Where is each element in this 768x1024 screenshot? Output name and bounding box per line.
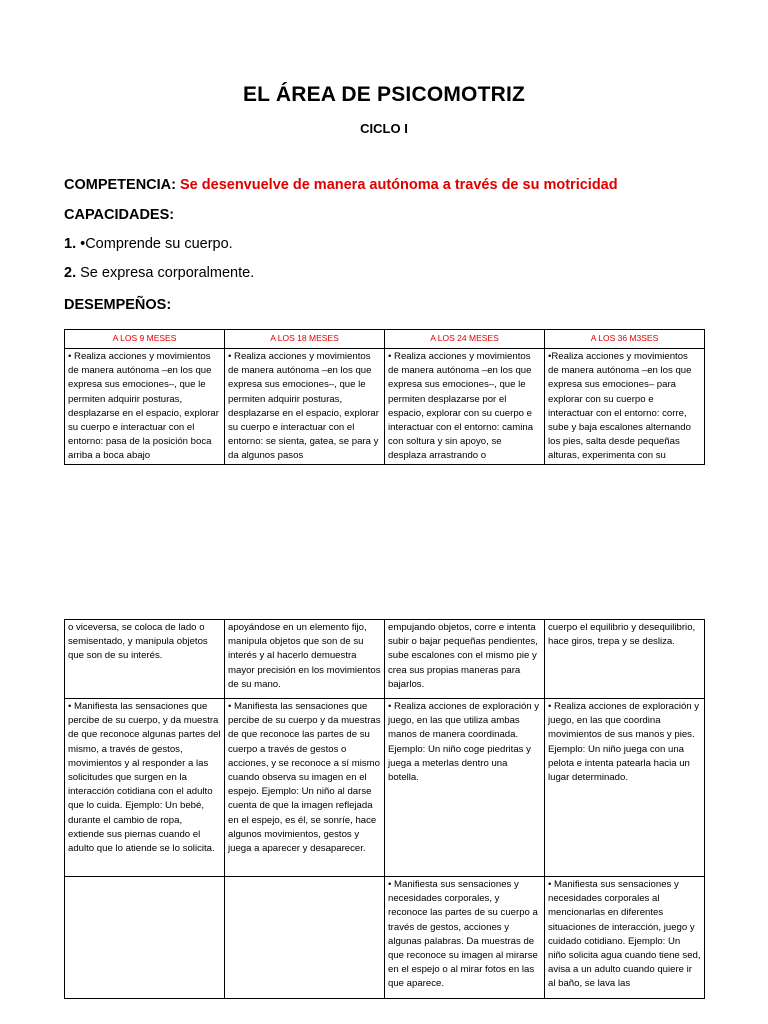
table-cell: • Realiza acciones y movimientos de manera autónoma –en los que expresa sus emociones–, que le permiten adquirir posturas, desplazarse en el espacio, explorar su cuerpo e interactuar con el entorno: pasa de la posición boca arriba a boca abajo — [65, 349, 225, 465]
table-cell: •Realiza acciones y movimientos de manera autónoma –en los que expresa sus emociones– para explorar con su cuerpo e interactuar con el entorno: corre, sube y baja escalones alternando los pies, salta desde pequeñas alturas, experimenta con su — [545, 349, 705, 465]
capacidad-item-1 — [64, 236, 233, 252]
competencia-label: COMPETENCIA: — [64, 177, 176, 193]
table-cell: • Realiza acciones de exploración y juego, en las que coordina movimientos de sus manos y pies. Ejemplo: Un niño juega con una pelota e intenta patearla hacia un lugar determinado. — [545, 699, 705, 877]
table-cell: • Realiza acciones y movimientos de manera autónoma –en los que expresa sus emociones–, que le permiten desplazarse por el espacio, explorar con su cuerpo e interactuar con el entorno: camina con soltura y sin apoyo, se desplaza arrastrando o — [385, 349, 545, 465]
competencia-line — [64, 177, 618, 193]
capacidad-number: 1. — [64, 236, 77, 252]
table-row — [65, 877, 705, 999]
table-header-cell: A LOS 24 MESES — [385, 330, 545, 349]
table-header-cell: A LOS 18 MESES — [225, 330, 385, 349]
table-cell: o viceversa, se coloca de lado o semisentado, y manipula objetos que son de su interés. — [65, 620, 225, 699]
table-cell: • Realiza acciones y movimientos de manera autónoma –en los que expresa sus emociones–, que le permiten adquirir posturas, desplazarse en el espacio, explorar su cuerpo e interactuar con el entorno: se sienta, gatea, se para y da algunos pasos — [225, 349, 385, 465]
table-cell: • Realiza acciones de exploración y juego, en las que utiliza ambas manos de manera coordinada. Ejemplo: Un niño coge piedritas y juega a meterlas dentro una botella. — [385, 699, 545, 877]
table-cell: empujando objetos, corre e intenta subir o bajar pequeñas pendientes, sube escalones con el mismo pie y crea sus propias maneras para bajarlos. — [385, 620, 545, 699]
desempenos-table-part2 — [64, 619, 705, 999]
table-cell: • Manifiesta sus sensaciones y necesidades corporales al mencionarlas en diferentes situaciones de interacción, juego y cuidado cotidiano. Ejemplo: Un niño solicita agua cuando tiene sed, avisa a un adulto cuando quiere ir al baño, se lava las — [545, 877, 705, 999]
table-row — [65, 349, 705, 465]
table-cell: • Manifiesta sus sensaciones y necesidades corporales, y reconoce las partes de su cuerpo a través de gestos, acciones y algunas palabras. Da muestras de que reconoce su imagen al mirarse en el espejo o al mirar fotos en las que aparece. — [385, 877, 545, 999]
capacidad-text: Se expresa corporalmente. — [80, 265, 255, 281]
capacidades-heading: CAPACIDADES: — [64, 207, 175, 223]
page-subtitle: CICLO I — [360, 121, 408, 136]
desempenos-table-part1 — [64, 329, 705, 465]
table-row — [65, 620, 705, 699]
table-header-row — [65, 330, 705, 349]
table-cell: • Manifiesta las sensaciones que percibe de su cuerpo, y da muestra de que reconoce algunas partes del mismo, a través de gestos, movimientos y al responder a las solicitudes que surgen en la interacción cotidiana con el adulto que lo cuida. Ejemplo: Un bebé, durante el cambio de ropa, extiende sus piernas cuando el adulto que lo atiende se lo solicita. — [65, 699, 225, 877]
page-title: EL ÁREA DE PSICOMOTRIZ — [242, 83, 526, 106]
capacidad-item-2 — [64, 265, 254, 281]
capacidad-number: 2. — [64, 265, 77, 281]
table-row — [65, 699, 705, 877]
table-cell: cuerpo el equilibrio y desequilibrio, hace giros, trepa y se desliza. — [545, 620, 705, 699]
table-cell: • Manifiesta las sensaciones que percibe de su cuerpo y da muestras de que reconoce las partes de su cuerpo a través de gestos o acciones, y se reconoce a sí mismo cuando observa su imagen en el espejo. Ejemplo: Un niño al darse cuenta de que la imagen reflejada en el espejo, es él, se sonríe, hace algunos movimientos, gestos y juega a aparecer y desaparecer. — [225, 699, 385, 877]
table-cell: apoyándose en un elemento fijo, manipula objetos que son de su interés y al hacerlo demuestra mayor precisión en los movimientos de su mano. — [225, 620, 385, 699]
capacidad-text: •Comprende su cuerpo. — [80, 236, 233, 252]
table-cell — [65, 877, 225, 999]
table-header-cell: A LOS 36 M3SES — [545, 330, 705, 349]
table-cell — [225, 877, 385, 999]
table-header-cell: A LOS 9 MESES — [65, 330, 225, 349]
competencia-text: Se desenvuelve de manera autónoma a través de su motricidad — [180, 177, 618, 193]
desempenos-heading: DESEMPEÑOS: — [64, 297, 172, 313]
